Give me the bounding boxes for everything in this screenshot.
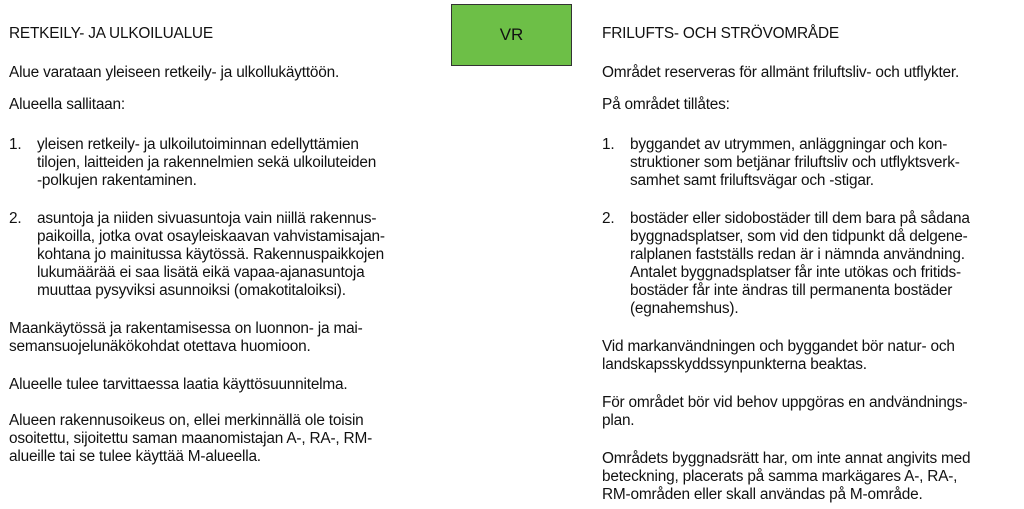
item-line: lukumäärää ei saa lisätä eikä vapaa-ajanasuntoja [37,264,365,281]
finnish-allowed: Alueella sallitaan: [9,96,125,113]
paragraph-line: osoitettu, sijoitettu saman maanomistajan A-, RA-, RM- [9,430,372,447]
vr-legend-swatch [451,4,572,66]
vr-code-label: VR [499,25,524,44]
swedish-intro: Området reserveras för allmänt friluftsliv- och utflykter. [602,64,960,81]
item-line: byggnadsplatser, som vid den tidpunkt då delgene- [630,228,968,245]
item-line: ralplanen fastställs redan är i nämnda användning. [630,246,965,263]
item-line: Antalet byggnadsplatser får inte utökas och fritids- [630,264,961,281]
item-line: bostäder eller sidobostäder till dem bara på sådana [630,210,970,227]
paragraph-line: semansuojelunäkökohdat otettava huomioon. [9,338,311,355]
paragraph-line: Vid markanvändningen och byggandet bör natur- och [602,338,955,355]
paragraph-line: Maankäytössä ja rakentamisessa on luonnon- ja mai- [9,320,363,337]
item-line: tilojen, laitteiden ja rakennelmien sekä ulkoiluteiden [37,154,377,171]
swedish-rights-paragraph [602,450,970,504]
paragraph-line: Alueen rakennusoikeus on, ellei merkinnällä ole toisin [9,412,364,429]
paragraph-line: beteckning, placerats på samma markägares A-, RA-, [602,468,958,485]
item-line: struktioner som betjänar friluftsliv och utflyktsverk- [630,154,960,171]
finnish-nature-paragraph [9,320,363,356]
swedish-nature-paragraph [602,338,955,374]
swedish-plan-paragraph [602,394,967,430]
item-number: 2. [9,210,22,227]
item-number: 1. [602,136,615,153]
paragraph-line: landskapsskyddssynpunkterna beaktas. [602,356,867,373]
finnish-rights-paragraph [9,412,372,466]
item-line: byggandet av utrymmen, anläggningar och kon- [630,136,948,153]
paragraph-line: alueille tai se tulee käyttää M-alueella. [9,448,261,465]
paragraph-line: RM-områden eller skall användas på M-område. [602,486,923,503]
item-line: muuttaa pysyviksi asunnoiksi (omakotitaloiksi). [37,282,346,299]
paragraph-line: Områdets byggnadsrätt har, om inte annat angivits med [602,450,971,467]
item-line: -polkujen rakentaminen. [37,172,197,189]
item-line: asuntoja ja niiden sivuasuntoja vain niillä rakennus- [37,210,377,227]
paragraph-line: För området bör vid behov uppgöras en andvändnings- [602,394,968,411]
finnish-plan-paragraph: Alueelle tulee tarvittaessa laatia käyttösuunnitelma. [9,376,348,393]
swedish-title: FRILUFTS- OCH STRÖVOMRÅDE [602,25,839,42]
paragraph-line: plan. [602,412,635,429]
item-line: yleisen retkeily- ja ulkoilutoiminnan edellyttämien [37,136,359,153]
item-number: 2. [602,210,615,227]
item-line: (egnahemshus). [630,300,739,317]
item-line: bostäder får inte ändras till permanenta bostäder [630,282,953,299]
item-line: kohtana jo mainitussa käytössä. Rakennuspaikkojen [37,246,384,263]
item-line: paikoilla, jotka ovat osayleiskaavan vahvistamisajan- [37,228,385,245]
swedish-allowed: På området tillåtes: [602,96,730,113]
finnish-title: RETKEILY- JA ULKOILUALUE [9,25,213,42]
item-number: 1. [9,136,22,153]
finnish-intro: Alue varataan yleiseen retkeily- ja ulkollukäyttöön. [9,64,340,81]
item-line: samhet samt friluftsvägar och -stigar. [630,172,874,189]
